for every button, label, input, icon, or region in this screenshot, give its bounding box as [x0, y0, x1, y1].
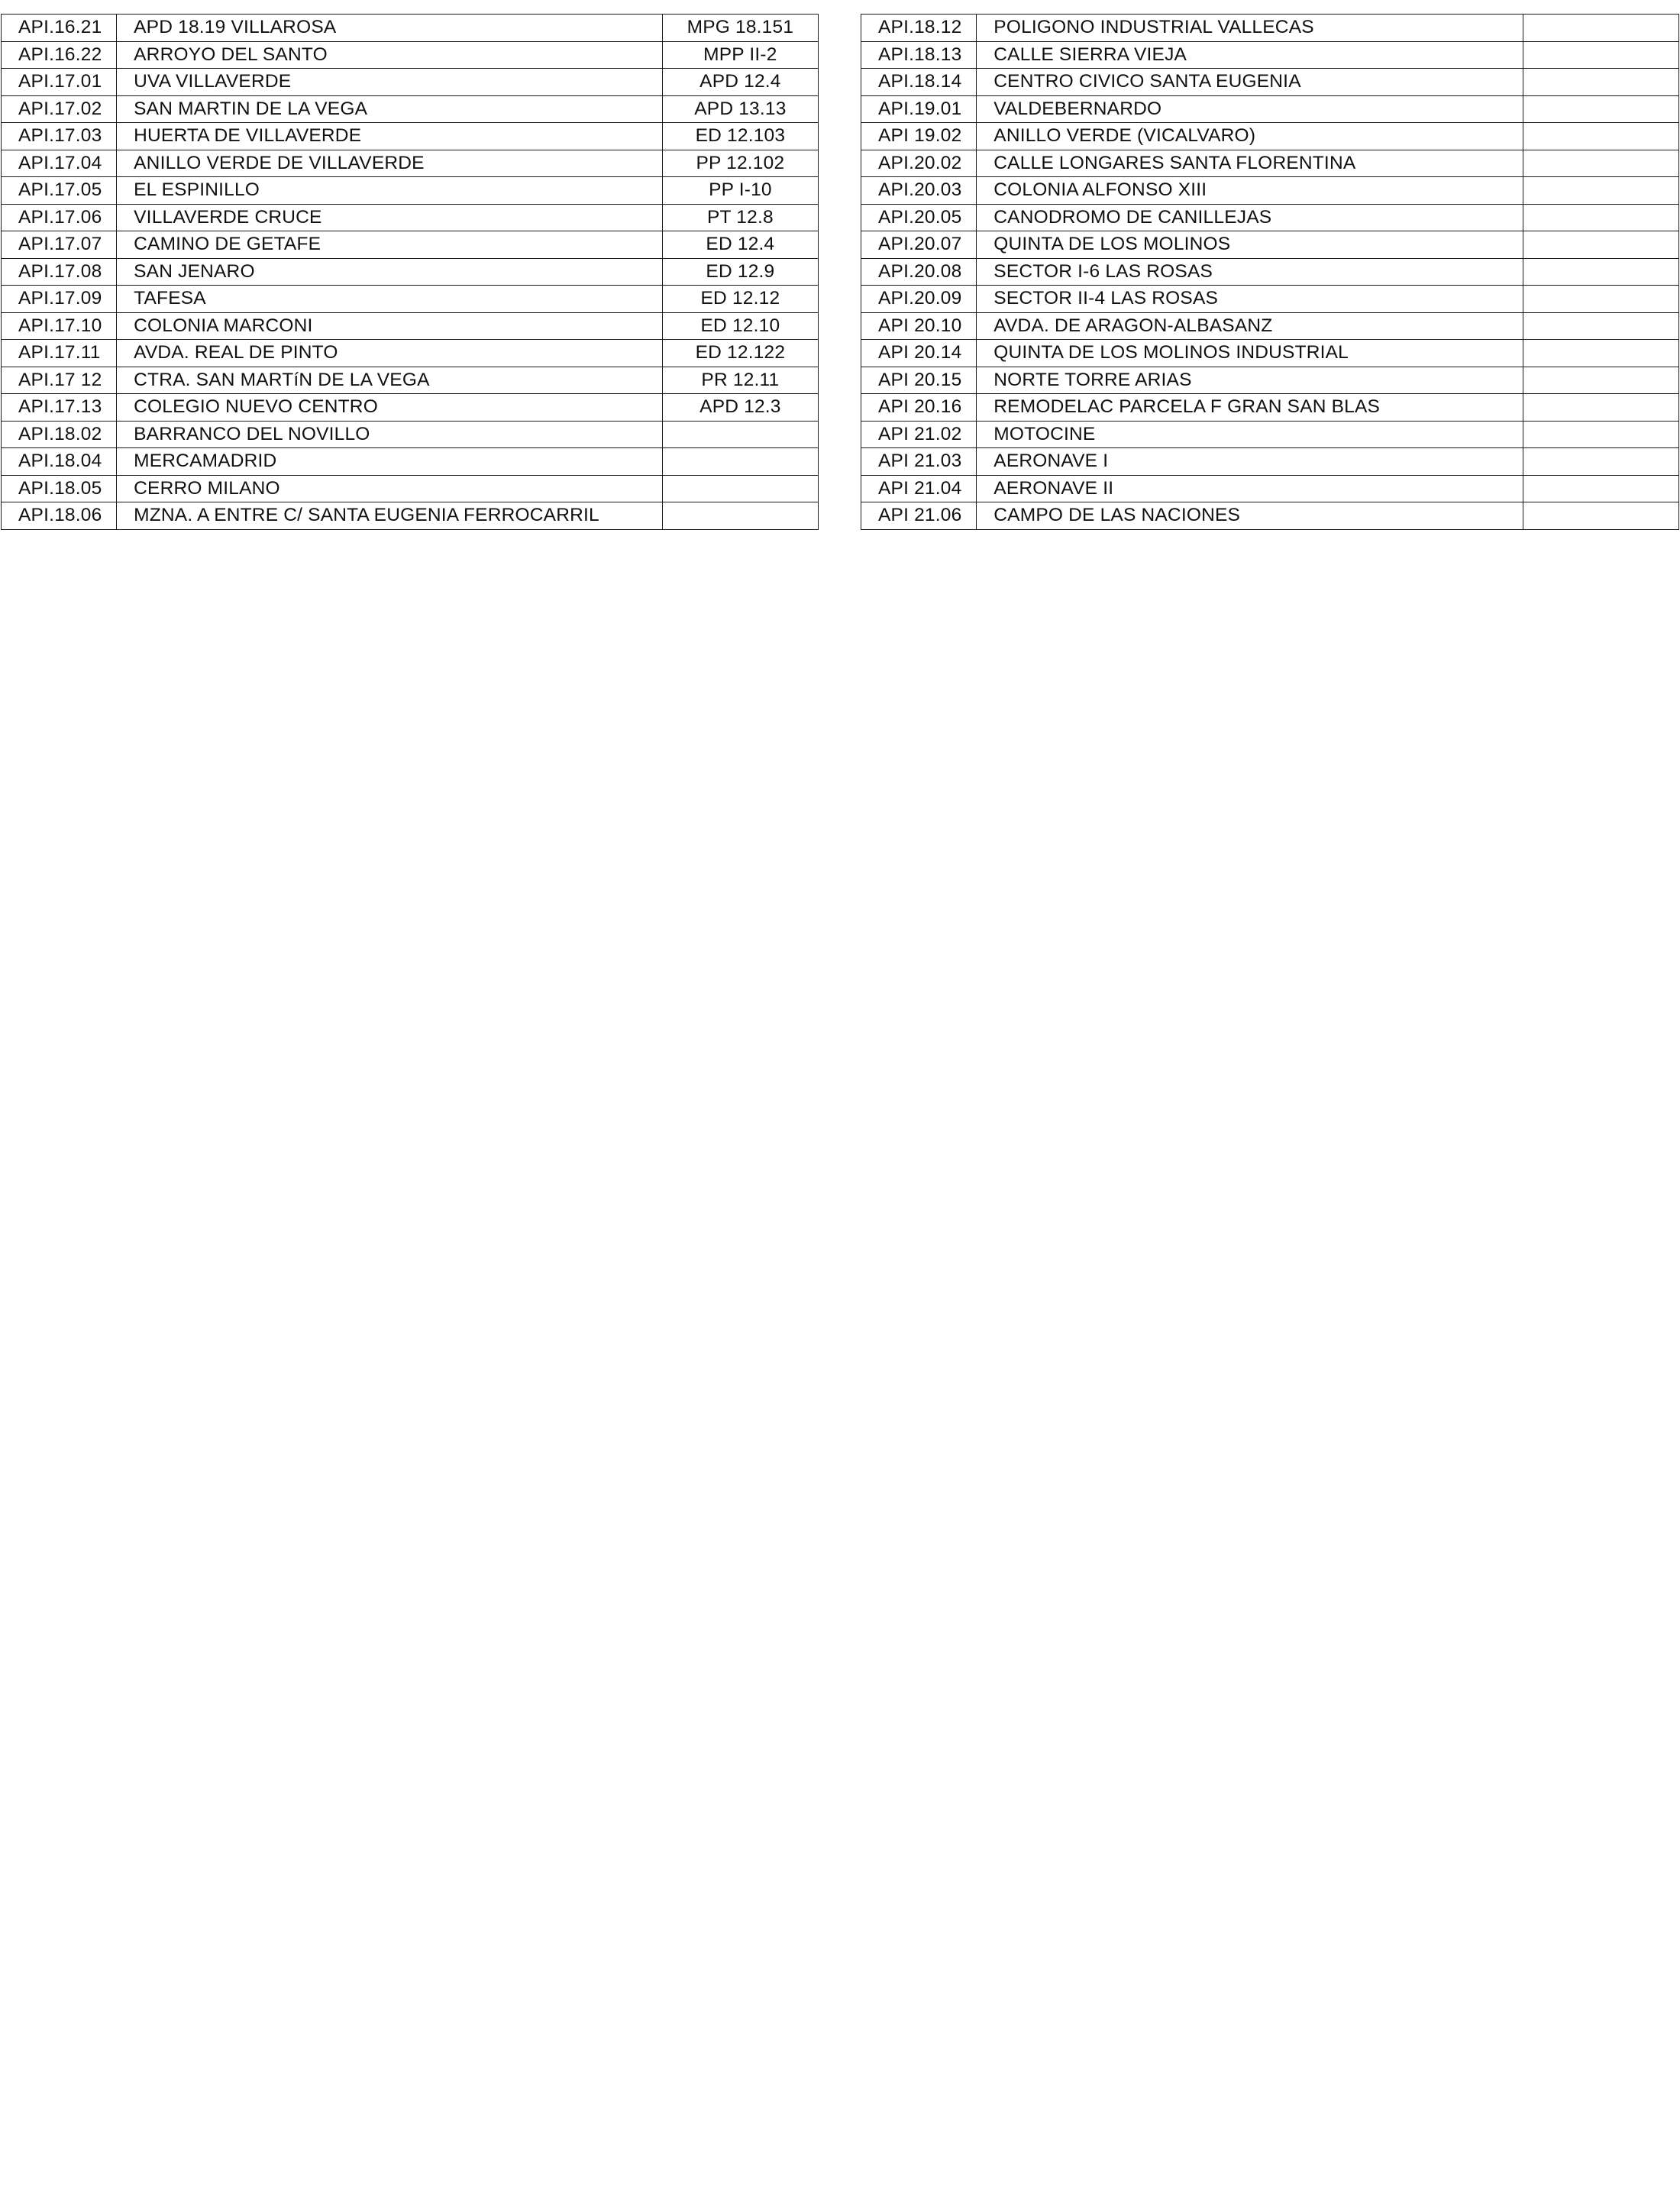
- table-row: [2, 340, 819, 367]
- plan-ref-cell: [1523, 123, 1678, 150]
- plan-ref-cell: ED 12.10: [662, 312, 818, 340]
- table-row: [2, 150, 819, 177]
- plan-ref-cell: [1523, 475, 1678, 502]
- api-code-cell: API.17.01: [2, 69, 117, 96]
- area-name-cell: VILLAVERDE CRUCE: [117, 204, 663, 231]
- plan-ref-cell: MPP II-2: [662, 41, 818, 69]
- table-row: [861, 150, 1679, 177]
- table-row: [861, 394, 1679, 422]
- api-code-cell: API.17 12: [2, 367, 117, 394]
- api-code-cell: API 21.04: [861, 475, 977, 502]
- plan-ref-cell: [662, 448, 818, 476]
- plan-ref-cell: [1523, 286, 1678, 313]
- plan-ref-cell: MPG 18.151: [662, 15, 818, 42]
- table-row: [2, 421, 819, 448]
- table-row: [2, 502, 819, 530]
- api-code-cell: API.20.07: [861, 231, 977, 259]
- plan-ref-cell: PR 12.11: [662, 367, 818, 394]
- api-code-cell: API.20.08: [861, 258, 977, 286]
- table-row: [2, 258, 819, 286]
- area-name-cell: ANILLO VERDE (VICALVARO): [977, 123, 1523, 150]
- api-code-cell: API.20.05: [861, 204, 977, 231]
- api-code-cell: API.17.06: [2, 204, 117, 231]
- api-code-cell: API.20.02: [861, 150, 977, 177]
- api-code-cell: API.20.03: [861, 177, 977, 205]
- area-name-cell: SECTOR I-6 LAS ROSAS: [977, 258, 1523, 286]
- table-row: [861, 502, 1679, 530]
- table-row: [2, 123, 819, 150]
- api-code-cell: API.18.14: [861, 69, 977, 96]
- api-code-cell: API.18.13: [861, 41, 977, 69]
- area-name-cell: CAMPO DE LAS NACIONES: [977, 502, 1523, 530]
- table-row: [861, 15, 1679, 42]
- area-name-cell: CAMINO DE GETAFE: [117, 231, 663, 259]
- table-row: [861, 340, 1679, 367]
- area-name-cell: AERONAVE II: [977, 475, 1523, 502]
- table-row: [861, 286, 1679, 313]
- area-name-cell: MZNA. A ENTRE C/ SANTA EUGENIA FERROCARRIL: [117, 502, 663, 530]
- area-name-cell: QUINTA DE LOS MOLINOS INDUSTRIAL: [977, 340, 1523, 367]
- area-name-cell: AERONAVE I: [977, 448, 1523, 476]
- plan-ref-cell: ED 12.103: [662, 123, 818, 150]
- table-row: [2, 231, 819, 259]
- plan-ref-cell: [1523, 421, 1678, 448]
- plan-ref-cell: ED 12.12: [662, 286, 818, 313]
- plan-ref-cell: [1523, 448, 1678, 476]
- plan-ref-cell: ED 12.4: [662, 231, 818, 259]
- api-code-cell: API.17.04: [2, 150, 117, 177]
- plan-ref-cell: ED 12.9: [662, 258, 818, 286]
- api-code-cell: API 21.03: [861, 448, 977, 476]
- plan-ref-cell: [1523, 41, 1678, 69]
- plan-ref-cell: [662, 475, 818, 502]
- plan-ref-cell: [1523, 95, 1678, 123]
- api-code-cell: API.17.08: [2, 258, 117, 286]
- plan-ref-cell: [1523, 15, 1678, 42]
- area-name-cell: COLONIA ALFONSO XIII: [977, 177, 1523, 205]
- table-row: [861, 421, 1679, 448]
- plan-ref-cell: [662, 421, 818, 448]
- table-row: [861, 69, 1679, 96]
- plan-ref-cell: [1523, 69, 1678, 96]
- api-table-right: [861, 14, 1679, 530]
- table-row: [2, 177, 819, 205]
- plan-ref-cell: [1523, 394, 1678, 422]
- api-code-cell: API.20.09: [861, 286, 977, 313]
- area-name-cell: BARRANCO DEL NOVILLO: [117, 421, 663, 448]
- api-code-cell: API.17.10: [2, 312, 117, 340]
- area-name-cell: ARROYO DEL SANTO: [117, 41, 663, 69]
- area-name-cell: APD 18.19 VILLAROSA: [117, 15, 663, 42]
- api-code-cell: API.17.11: [2, 340, 117, 367]
- api-code-cell: API.18.05: [2, 475, 117, 502]
- table-row: [2, 367, 819, 394]
- area-name-cell: POLIGONO INDUSTRIAL VALLECAS: [977, 15, 1523, 42]
- api-code-cell: API 20.14: [861, 340, 977, 367]
- table-row: [861, 41, 1679, 69]
- area-name-cell: MOTOCINE: [977, 421, 1523, 448]
- api-code-cell: API.17.13: [2, 394, 117, 422]
- api-code-cell: API.17.09: [2, 286, 117, 313]
- api-code-cell: API 20.15: [861, 367, 977, 394]
- api-code-cell: API.17.02: [2, 95, 117, 123]
- area-name-cell: SAN MARTIN DE LA VEGA: [117, 95, 663, 123]
- plan-ref-cell: [1523, 367, 1678, 394]
- plan-ref-cell: [1523, 177, 1678, 205]
- table-row: [861, 312, 1679, 340]
- area-name-cell: UVA VILLAVERDE: [117, 69, 663, 96]
- api-code-cell: API.18.04: [2, 448, 117, 476]
- plan-ref-cell: [1523, 258, 1678, 286]
- table-row: [2, 95, 819, 123]
- area-name-cell: VALDEBERNARDO: [977, 95, 1523, 123]
- area-name-cell: HUERTA DE VILLAVERDE: [117, 123, 663, 150]
- area-name-cell: EL ESPINILLO: [117, 177, 663, 205]
- api-code-cell: API.17.07: [2, 231, 117, 259]
- plan-ref-cell: [1523, 231, 1678, 259]
- api-code-cell: API.16.21: [2, 15, 117, 42]
- area-name-cell: ANILLO VERDE DE VILLAVERDE: [117, 150, 663, 177]
- area-name-cell: SAN JENARO: [117, 258, 663, 286]
- plan-ref-cell: [1523, 150, 1678, 177]
- api-code-cell: API.18.02: [2, 421, 117, 448]
- area-name-cell: COLEGIO NUEVO CENTRO: [117, 394, 663, 422]
- api-code-cell: API 19.02: [861, 123, 977, 150]
- api-code-cell: API 21.06: [861, 502, 977, 530]
- table-row: [861, 367, 1679, 394]
- api-code-cell: API.17.03: [2, 123, 117, 150]
- table-body: [861, 15, 1679, 530]
- area-name-cell: CENTRO CIVICO SANTA EUGENIA: [977, 69, 1523, 96]
- api-code-cell: API.18.06: [2, 502, 117, 530]
- table-row: [861, 475, 1679, 502]
- area-name-cell: CERRO MILANO: [117, 475, 663, 502]
- plan-ref-cell: APD 12.3: [662, 394, 818, 422]
- table-row: [861, 258, 1679, 286]
- area-name-cell: CALLE LONGARES SANTA FLORENTINA: [977, 150, 1523, 177]
- area-name-cell: AVDA. REAL DE PINTO: [117, 340, 663, 367]
- plan-ref-cell: [1523, 204, 1678, 231]
- area-name-cell: MERCAMADRID: [117, 448, 663, 476]
- plan-ref-cell: [1523, 502, 1678, 530]
- table-row: [861, 177, 1679, 205]
- plan-ref-cell: [1523, 340, 1678, 367]
- table-row: [2, 448, 819, 476]
- table-row: [2, 394, 819, 422]
- table-row: [861, 95, 1679, 123]
- area-name-cell: QUINTA DE LOS MOLINOS: [977, 231, 1523, 259]
- api-code-cell: API.19.01: [861, 95, 977, 123]
- plan-ref-cell: APD 13.13: [662, 95, 818, 123]
- table-row: [861, 204, 1679, 231]
- plan-ref-cell: PP I-10: [662, 177, 818, 205]
- api-code-cell: API.16.22: [2, 41, 117, 69]
- area-name-cell: REMODELAC PARCELA F GRAN SAN BLAS: [977, 394, 1523, 422]
- table-row: [861, 123, 1679, 150]
- plan-ref-cell: PT 12.8: [662, 204, 818, 231]
- area-name-cell: CTRA. SAN MARTíN DE LA VEGA: [117, 367, 663, 394]
- area-name-cell: COLONIA MARCONI: [117, 312, 663, 340]
- area-name-cell: TAFESA: [117, 286, 663, 313]
- table-row: [2, 475, 819, 502]
- plan-ref-cell: [662, 502, 818, 530]
- area-name-cell: NORTE TORRE ARIAS: [977, 367, 1523, 394]
- table-row: [861, 231, 1679, 259]
- table-row: [861, 448, 1679, 476]
- api-table-left: [1, 14, 819, 530]
- table-row: [2, 204, 819, 231]
- plan-ref-cell: APD 12.4: [662, 69, 818, 96]
- plan-ref-cell: ED 12.122: [662, 340, 818, 367]
- table-body: [2, 15, 819, 530]
- area-name-cell: AVDA. DE ARAGON-ALBASANZ: [977, 312, 1523, 340]
- api-code-cell: API 21.02: [861, 421, 977, 448]
- table-row: [2, 286, 819, 313]
- plan-ref-cell: PP 12.102: [662, 150, 818, 177]
- table-row: [2, 312, 819, 340]
- api-code-cell: API.17.05: [2, 177, 117, 205]
- area-name-cell: SECTOR II-4 LAS ROSAS: [977, 286, 1523, 313]
- api-code-cell: API 20.10: [861, 312, 977, 340]
- plan-ref-cell: [1523, 312, 1678, 340]
- api-code-cell: API 20.16: [861, 394, 977, 422]
- table-row: [2, 69, 819, 96]
- area-name-cell: CALLE SIERRA VIEJA: [977, 41, 1523, 69]
- table-row: [2, 15, 819, 42]
- table-row: [2, 41, 819, 69]
- api-code-cell: API.18.12: [861, 15, 977, 42]
- area-name-cell: CANODROMO DE CANILLEJAS: [977, 204, 1523, 231]
